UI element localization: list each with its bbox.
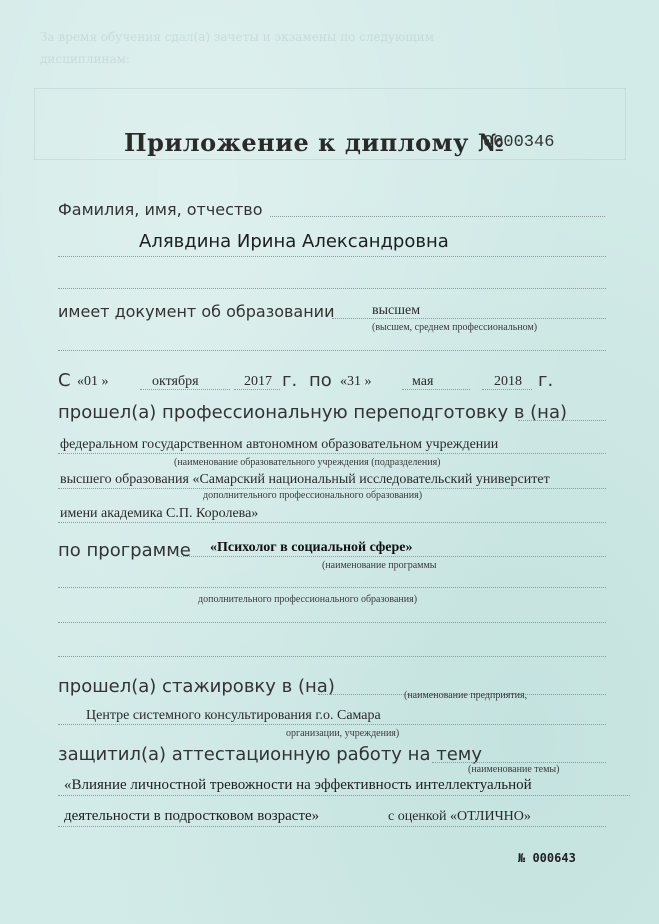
thesis-label: защитил(а) аттестационную работу на тему	[58, 744, 482, 765]
dotted-line	[58, 656, 606, 657]
thesis-topic-line-1: «Влияние личностной тревожности на эффективность интеллектуальной	[64, 777, 532, 793]
institution-hint: (наименование образовательного учреждения (подразделения)	[174, 457, 441, 468]
institution-line-2: высшего образования «Самарский национальный исследовательский университет	[60, 472, 550, 487]
retraining-label: прошел(а) профессиональную переподготовку в (на)	[58, 402, 568, 423]
dotted-line	[58, 488, 606, 489]
dotted-line	[58, 795, 630, 796]
thesis-topic-line-2: деятельности в подростковом возрасте»	[64, 808, 320, 824]
program-name: «Психолог в социальной сфере»	[210, 540, 413, 555]
period-from-month: октября	[152, 374, 199, 389]
dotted-line	[58, 522, 606, 523]
period-to-month: мая	[412, 374, 434, 389]
period-from-day: «01 »	[77, 374, 109, 389]
institution-line-3: имени академика С.П. Королева»	[60, 506, 259, 521]
dotted-line	[140, 389, 230, 390]
full-name-value: Алявдина Ирина Александровна	[139, 231, 449, 252]
dotted-line	[58, 256, 606, 257]
dotted-line	[402, 389, 470, 390]
diploma-number: 0000346	[483, 133, 555, 152]
dotted-line	[432, 762, 606, 763]
dotted-line	[58, 724, 606, 725]
dotted-line	[58, 350, 606, 351]
dotted-line	[58, 587, 606, 588]
dotted-line	[332, 318, 606, 319]
institution-line-1: федеральном государственном автономном образовательном учреждении	[60, 437, 499, 452]
program-label: по программе	[58, 540, 191, 561]
dotted-line	[58, 288, 606, 289]
dotted-line	[234, 389, 280, 390]
form-serial-number: № 000643	[518, 851, 576, 865]
education-level-hint: (высшем, среднем профессиональном)	[372, 322, 538, 333]
dotted-line	[58, 826, 606, 827]
period-to-prefix: по	[309, 370, 332, 391]
program-hint-2: дополнительного профессионального образования)	[198, 594, 418, 605]
dotted-line	[58, 453, 606, 454]
dotted-line	[518, 420, 606, 421]
full-name-label: Фамилия, имя, отчество	[58, 200, 263, 219]
internship-hint-2: организации, учреждения)	[286, 728, 400, 739]
thesis-hint: (наименование темы)	[468, 764, 560, 775]
dotted-line	[178, 556, 606, 557]
institution-hint-2: дополнительного профессионального образования)	[203, 490, 423, 501]
program-hint: (наименование программы	[322, 560, 437, 571]
thesis-grade: с оценкой «ОТЛИЧНО»	[388, 809, 531, 824]
dotted-line	[482, 389, 532, 390]
reverse-side-show-through: дисциплинам:	[40, 52, 130, 66]
dotted-line	[270, 216, 605, 217]
reverse-side-show-through: За время обучения сдал(а) зачеты и экзамены по следующим	[40, 30, 434, 44]
period-from-year: 2017	[244, 374, 272, 389]
internship-label: прошел(а) стажировку в (на)	[58, 676, 335, 697]
education-level-value: высшем	[372, 303, 421, 318]
education-label: имеет документ об образовании	[58, 302, 335, 321]
dotted-line	[58, 622, 606, 623]
period-to-year: 2018	[494, 374, 522, 389]
internship-hint: (наименование предприятия,	[404, 690, 528, 701]
document-title: Приложение к диплому №	[124, 128, 505, 157]
period-year-suffix: г.	[538, 370, 554, 391]
period-from-prefix: С	[58, 370, 71, 391]
period-to-day: «31 »	[340, 374, 372, 389]
internship-place: Центре системного консультирования г.о. Самара	[86, 708, 381, 723]
period-year-suffix: г.	[282, 370, 298, 391]
